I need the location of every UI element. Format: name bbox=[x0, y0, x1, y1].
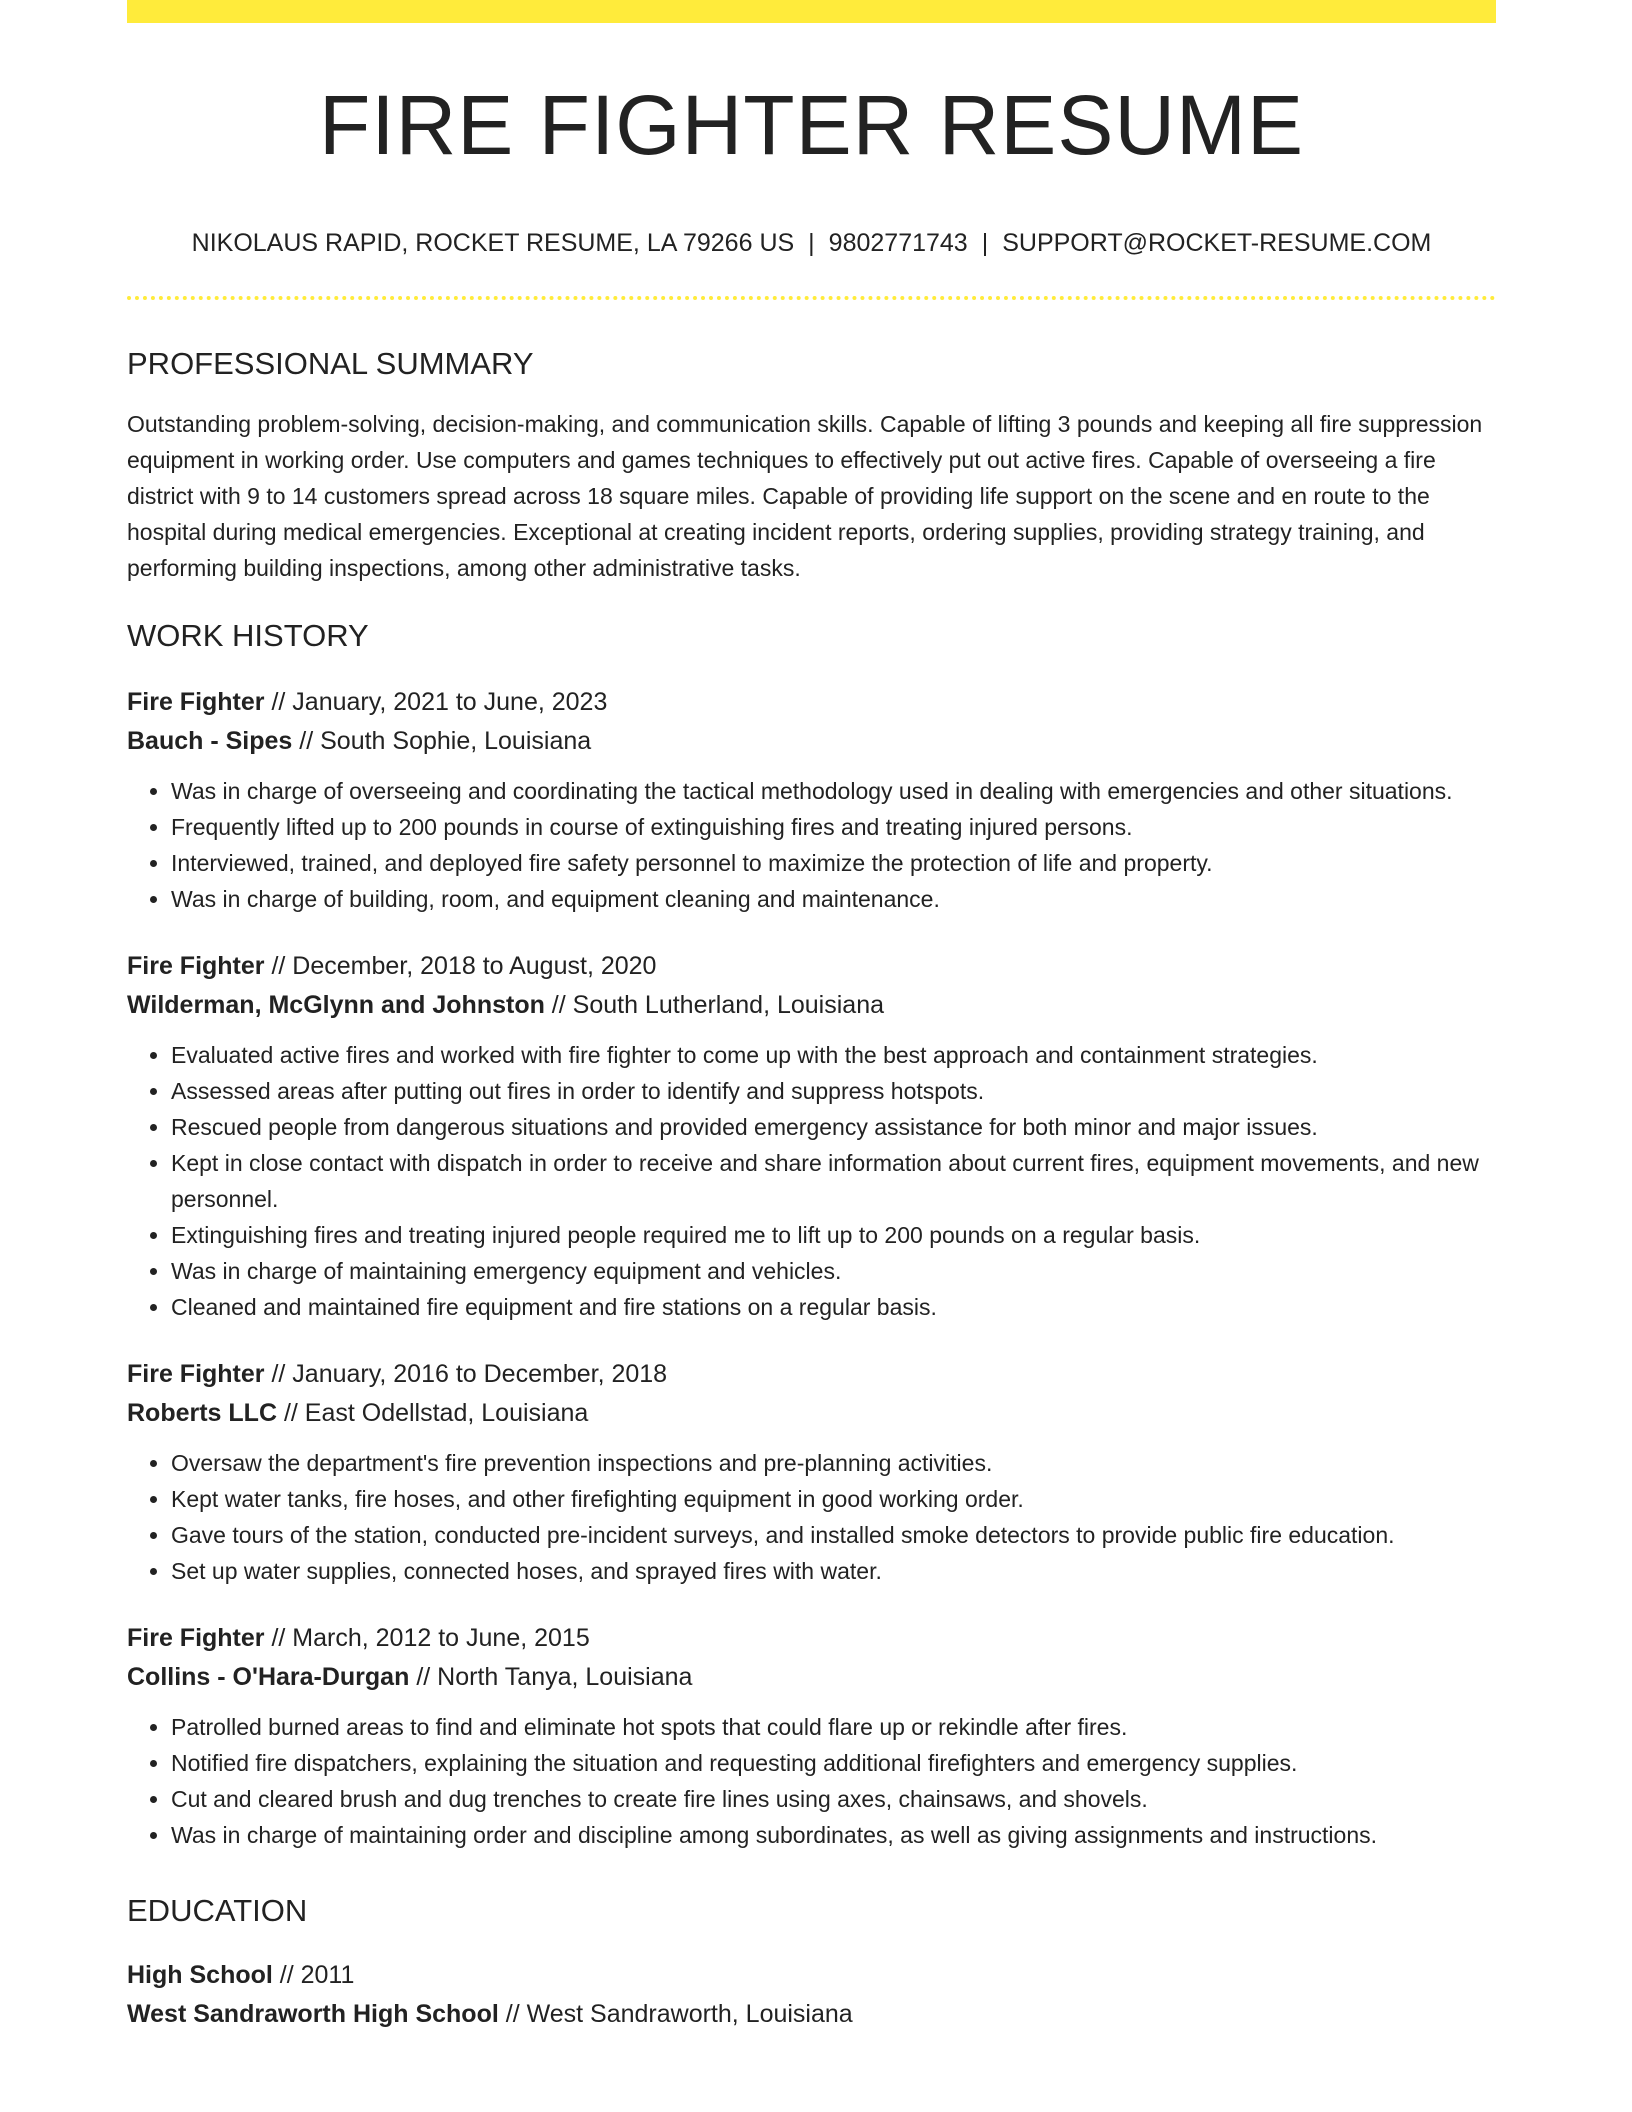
job-company: Wilderman, McGlynn and Johnston bbox=[127, 991, 545, 1019]
job-bullet: • Evaluated active fires and worked with fire fighter to come up with the best approach and containment strategies. bbox=[171, 1037, 1496, 1073]
job-bullet-list bbox=[127, 1037, 1496, 1325]
job-bullet-list bbox=[127, 773, 1496, 917]
job-bullet: • Was in charge of maintaining emergency equipment and vehicles. bbox=[171, 1253, 1496, 1289]
job-entry bbox=[127, 1619, 1496, 1853]
job-company: Bauch - Sipes bbox=[127, 727, 293, 755]
top-accent-bar bbox=[127, 0, 1496, 23]
education-location: // West Sandraworth, Louisiana bbox=[498, 2000, 853, 2028]
contact-phone: 9802771743 bbox=[828, 229, 968, 257]
summary-heading: PROFESSIONAL SUMMARY bbox=[127, 346, 534, 381]
job-title-line bbox=[127, 1619, 1496, 1658]
job-location: // East Odellstad, Louisiana bbox=[277, 1399, 589, 1427]
education-degree: High School bbox=[127, 1961, 273, 1989]
job-bullet: • Was in charge of overseeing and coordinating the tactical methodology used in dealing with emergencies and other situations. bbox=[171, 773, 1496, 809]
job-company-line bbox=[127, 986, 1496, 1025]
contact-separator: | bbox=[981, 229, 989, 257]
job-bullet: • Notified fire dispatchers, explaining the situation and requesting additional firefighters and emergency supplies. bbox=[171, 1745, 1496, 1781]
resume-title: FIRE FIGHTER RESUME bbox=[318, 78, 1305, 172]
education-degree-line bbox=[127, 1956, 1496, 1995]
job-title: Fire Fighter bbox=[127, 1360, 265, 1388]
job-entry bbox=[127, 683, 1496, 917]
job-dates: // January, 2016 to December, 2018 bbox=[264, 1360, 668, 1388]
resume-page bbox=[127, 0, 1496, 2034]
job-title: Fire Fighter bbox=[127, 952, 265, 980]
work-history-heading: WORK HISTORY bbox=[127, 618, 369, 653]
job-bullet: • Set up water supplies, connected hoses, and sprayed fires with water. bbox=[171, 1553, 1496, 1589]
contact-email: SUPPORT@ROCKET-RESUME.COM bbox=[1002, 229, 1432, 257]
job-bullet: • Kept in close contact with dispatch in order to receive and share information about current fires, equipment movements, and new personnel. bbox=[171, 1145, 1496, 1217]
work-history-list bbox=[127, 683, 1496, 1853]
job-title-line bbox=[127, 1355, 1496, 1394]
job-bullet-list bbox=[127, 1445, 1496, 1589]
education-entry bbox=[127, 1956, 1496, 2034]
education-year: // 2011 bbox=[272, 1961, 355, 1989]
education-school: West Sandraworth High School bbox=[127, 2000, 499, 2028]
job-company-line bbox=[127, 1658, 1496, 1697]
contact-address: NIKOLAUS RAPID, ROCKET RESUME, LA 79266 US bbox=[191, 229, 795, 257]
job-bullet-list bbox=[127, 1709, 1496, 1853]
contact-line bbox=[127, 231, 1496, 256]
job-bullet: • Cleaned and maintained fire equipment and fire stations on a regular basis. bbox=[171, 1289, 1496, 1325]
job-title-line bbox=[127, 683, 1496, 722]
job-company-line bbox=[127, 722, 1496, 761]
job-bullet: • Patrolled burned areas to find and eliminate hot spots that could flare up or rekindle after fires. bbox=[171, 1709, 1496, 1745]
job-entry bbox=[127, 1355, 1496, 1589]
job-bullet: • Rescued people from dangerous situations and provided emergency assistance for both minor and major issues. bbox=[171, 1109, 1496, 1145]
job-bullet: • Kept water tanks, fire hoses, and other firefighting equipment in good working order. bbox=[171, 1481, 1496, 1517]
job-dates: // December, 2018 to August, 2020 bbox=[264, 952, 657, 980]
dotted-divider bbox=[127, 296, 1496, 300]
job-entry bbox=[127, 947, 1496, 1325]
job-bullet: • Was in charge of building, room, and equipment cleaning and maintenance. bbox=[171, 881, 1496, 917]
summary-text: Outstanding problem-solving, decision-making, and communication skills. Capable of lifting 3 pounds and keeping all fire suppression equipment in working order. Use computers and games techniques to effectively put out active fires. Capable of overseeing a fire district with 9 to 14 customers spread across 18 square miles. Capable of providing life support on the scene and en route to the hospital during medical emergencies. Exceptional at creating incident reports, ordering supplies, providing strategy training, and performing building inspections, among other administrative tasks. bbox=[127, 411, 1483, 581]
job-company-line bbox=[127, 1394, 1496, 1433]
job-location: // South Sophie, Louisiana bbox=[292, 727, 592, 755]
contact-separator: | bbox=[808, 229, 815, 257]
job-bullet: • Assessed areas after putting out fires in order to identify and suppress hotspots. bbox=[171, 1073, 1496, 1109]
job-bullet: • Oversaw the department's fire prevention inspections and pre-planning activities. bbox=[171, 1445, 1496, 1481]
job-title: Fire Fighter bbox=[127, 1624, 265, 1652]
job-bullet: • Cut and cleared brush and dug trenches to create fire lines using axes, chainsaws, and shovels. bbox=[171, 1781, 1496, 1817]
job-dates: // March, 2012 to June, 2015 bbox=[264, 1624, 590, 1652]
job-bullet: • Interviewed, trained, and deployed fire safety personnel to maximize the protection of life and property. bbox=[171, 845, 1496, 881]
job-bullet: • Was in charge of maintaining order and discipline among subordinates, as well as giving assignments and instructions. bbox=[171, 1817, 1496, 1853]
job-title-line bbox=[127, 947, 1496, 986]
job-bullet: • Gave tours of the station, conducted pre-incident surveys, and installed smoke detectors to provide public fire education. bbox=[171, 1517, 1496, 1553]
education-heading: EDUCATION bbox=[127, 1893, 308, 1928]
job-title: Fire Fighter bbox=[127, 688, 265, 716]
job-bullet: • Extinguishing fires and treating injured people required me to lift up to 200 pounds on a regular basis. bbox=[171, 1217, 1496, 1253]
job-company: Collins - O'Hara-Durgan bbox=[127, 1663, 410, 1691]
job-location: // South Lutherland, Louisiana bbox=[544, 991, 884, 1019]
job-location: // North Tanya, Louisiana bbox=[409, 1663, 693, 1691]
job-company: Roberts LLC bbox=[127, 1399, 277, 1427]
education-school-line bbox=[127, 1995, 1496, 2034]
job-dates: // January, 2021 to June, 2023 bbox=[264, 688, 608, 716]
education-list bbox=[127, 1956, 1496, 2034]
job-bullet: • Frequently lifted up to 200 pounds in course of extinguishing fires and treating injured persons. bbox=[171, 809, 1496, 845]
